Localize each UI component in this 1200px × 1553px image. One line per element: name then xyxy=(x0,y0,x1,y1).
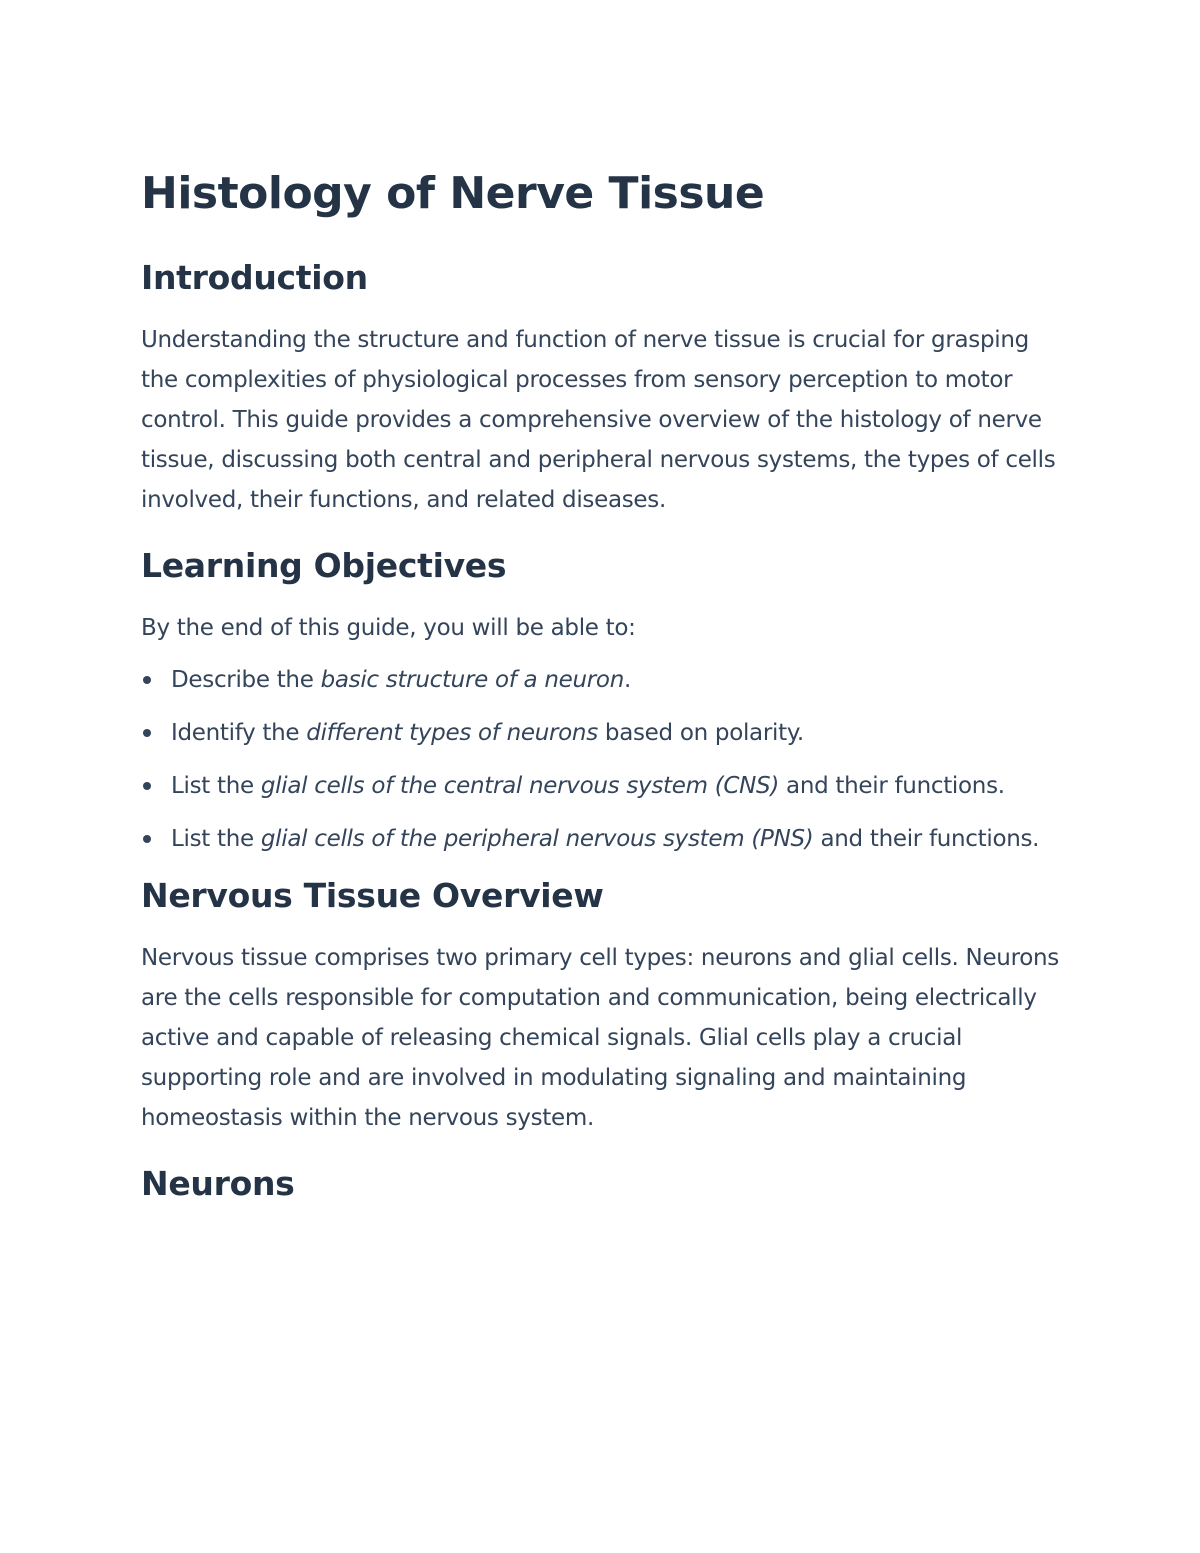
bullet-icon xyxy=(143,782,151,790)
introduction-paragraph: Understanding the structure and function of nerve tissue is crucial for grasping the complexities of physiological processes from sensory perception to motor control. This guide provides a comprehensive overview of the histology of nerve tissue, discussing both central and peripheral nervous systems, the types of cells involved, their functions, and related diseases. xyxy=(141,327,1056,513)
bullet-icon xyxy=(143,729,151,737)
objective-text-post: and their functions. xyxy=(779,773,1005,799)
learning-objectives-lead: By the end of this guide, you will be able to: xyxy=(141,615,636,641)
learning-objectives-list xyxy=(141,660,1061,859)
bullet-icon xyxy=(143,676,151,684)
objective-text-pre: Describe the xyxy=(171,667,321,693)
objective-text-emphasis: different types of neurons xyxy=(306,720,598,746)
objective-text-post: . xyxy=(623,667,631,693)
objective-item xyxy=(141,819,1061,859)
objective-text-post: and their functions. xyxy=(813,826,1040,852)
objective-text-pre: Identify the xyxy=(171,720,307,746)
objective-text-emphasis: basic structure of a neuron xyxy=(320,667,624,693)
nervous-tissue-overview-paragraph: Nervous tissue comprises two primary cell types: neurons and glial cells. Neurons are the cells responsible for computation and communication, being electrically active and capable of releasing chemical signals. Glial cells play a crucial supporting role and are involved in modulating signaling and maintaining homeostasis within the nervous system. xyxy=(141,945,1059,1131)
objective-item xyxy=(141,766,1061,806)
objective-text-pre: List the xyxy=(171,826,261,852)
neurons-heading: Neurons xyxy=(141,1164,295,1203)
objective-item xyxy=(141,713,1061,753)
objective-text-post: based on polarity. xyxy=(597,720,804,746)
bullet-icon xyxy=(143,835,151,843)
introduction-heading: Introduction xyxy=(141,258,368,297)
nervous-tissue-overview-heading: Nervous Tissue Overview xyxy=(141,876,604,915)
objective-text-pre: List the xyxy=(171,773,261,799)
document-page xyxy=(141,162,1061,1208)
page-title: Histology of Nerve Tissue xyxy=(141,168,765,219)
objective-text-emphasis: glial cells of the central nervous system (CNS) xyxy=(260,773,780,799)
objective-text-emphasis: glial cells of the peripheral nervous system (PNS) xyxy=(260,826,814,852)
objective-item xyxy=(141,660,1061,700)
learning-objectives-heading: Learning Objectives xyxy=(141,546,507,585)
